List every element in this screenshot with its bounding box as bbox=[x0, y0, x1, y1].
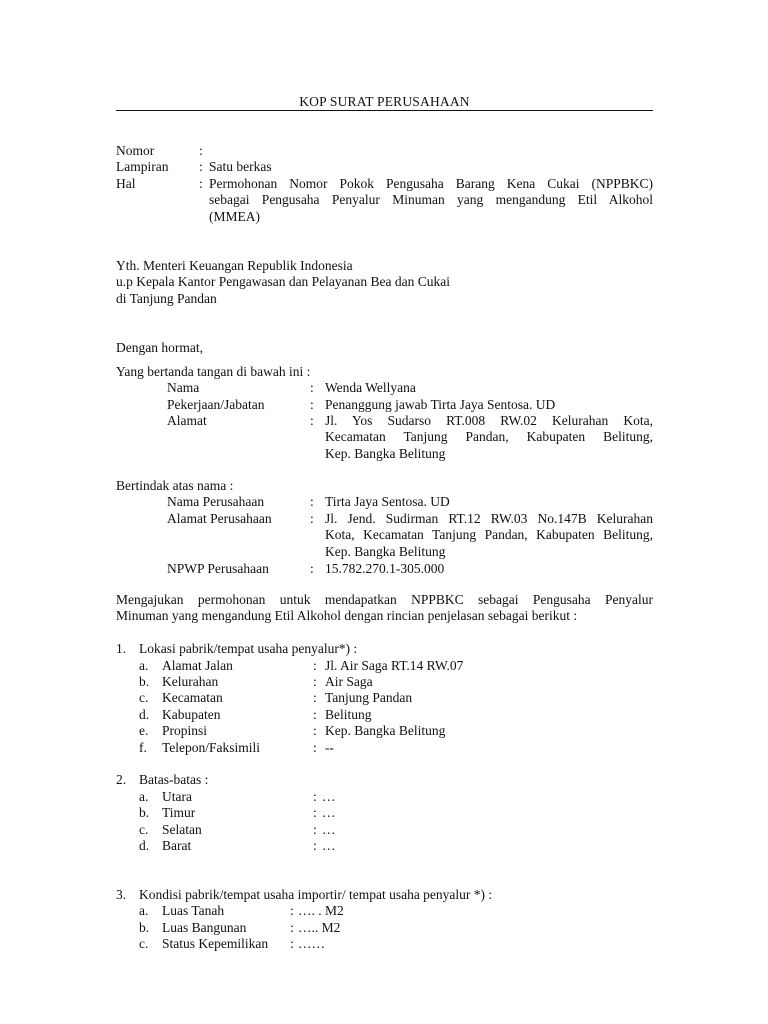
signer-alamat-label: Alamat bbox=[167, 413, 207, 428]
section-1-item-c-value: Tanjung Pandan bbox=[325, 690, 413, 705]
section-2-item-b-letter: b. bbox=[139, 805, 150, 820]
signer-alamat-value bbox=[325, 413, 653, 462]
section-2-item-c-label: Selatan bbox=[162, 822, 202, 837]
lampiran-value: Satu berkas bbox=[209, 159, 272, 174]
section-2-item-a-colon: : bbox=[313, 789, 317, 804]
signer-nama-colon: : bbox=[310, 380, 314, 395]
signer-jabatan-colon: : bbox=[310, 397, 314, 412]
signer-alamat-line-1: Jl. Yos Sudarso RT.008 RW.02 Kelurahan Kota, bbox=[325, 413, 653, 428]
signer-jabatan-label: Pekerjaan/Jabatan bbox=[167, 397, 265, 412]
company-alamat-line-2: Kota, Kecamatan Tanjung Pandan, Kabupaten Belitung, bbox=[325, 527, 653, 543]
section-3-item-a-value: …. . M2 bbox=[298, 903, 344, 918]
section-3-item-b-value: ….. M2 bbox=[298, 920, 341, 935]
signer-nama-value: Wenda Wellyana bbox=[325, 380, 416, 395]
signer-intro: Yang bertanda tangan di bawah ini : bbox=[116, 364, 311, 379]
section-1-number: 1. bbox=[116, 641, 127, 656]
lampiran-colon: : bbox=[199, 159, 203, 174]
letterhead-divider bbox=[116, 110, 653, 111]
section-1-item-e-value: Kep. Bangka Belitung bbox=[325, 723, 446, 738]
hal-line-2: sebagai Pengusaha Penyalur Minuman yang mengandung Etil Alkohol bbox=[209, 192, 653, 208]
company-alamat-colon: : bbox=[310, 511, 314, 526]
signer-alamat-colon: : bbox=[310, 413, 314, 428]
section-1-item-c-letter: c. bbox=[139, 690, 149, 705]
section-2-item-b-colon: : bbox=[313, 805, 317, 820]
section-1-item-b-colon: : bbox=[313, 674, 317, 689]
section-1-item-c-colon: : bbox=[313, 690, 317, 705]
section-1-item-d-value: Belitung bbox=[325, 707, 372, 722]
section-3-item-c-value: …… bbox=[298, 936, 325, 951]
recipient-line-2: u.p Kepala Kantor Pengawasan dan Pelayanan Bea dan Cukai bbox=[116, 274, 451, 290]
section-1-item-a-letter: a. bbox=[139, 658, 149, 673]
company-alamat-line-3: Kep. Bangka Belitung bbox=[325, 543, 446, 559]
section-1-item-b-letter: b. bbox=[139, 674, 150, 689]
section-2-item-d-label: Barat bbox=[162, 838, 192, 853]
lampiran-label: Lampiran bbox=[116, 159, 169, 174]
section-1-item-f-label: Telepon/Faksimili bbox=[162, 740, 261, 755]
hal-label: Hal bbox=[116, 176, 136, 191]
section-1-item-f-value: -- bbox=[325, 740, 334, 755]
section-3-item-b-colon: : bbox=[290, 920, 294, 935]
section-1-item-f-letter: f. bbox=[139, 740, 147, 755]
section-2-item-d-letter: d. bbox=[139, 838, 150, 853]
request-line-1: Mengajukan permohonan untuk mendapatkan NPPBKC sebagai Pengusaha Penyalur bbox=[116, 592, 653, 607]
section-2-number: 2. bbox=[116, 772, 127, 787]
hal-line-3: (MMEA) bbox=[209, 208, 260, 224]
section-3-item-b-letter: b. bbox=[139, 920, 150, 935]
section-1-item-b-value: Air Saga bbox=[325, 674, 373, 689]
section-3-item-c-letter: c. bbox=[139, 936, 149, 951]
section-1-item-f-colon: : bbox=[313, 740, 317, 755]
company-alamat-value bbox=[325, 511, 653, 560]
recipient-line-1: Yth. Menteri Keuangan Republik Indonesia bbox=[116, 258, 353, 273]
section-2-item-a-letter: a. bbox=[139, 789, 149, 804]
company-alamat-label: Alamat Perusahaan bbox=[167, 511, 272, 526]
company-npwp-label: NPWP Perusahaan bbox=[167, 561, 269, 576]
letterhead-title: KOP SURAT PERUSAHAAN bbox=[299, 94, 470, 109]
signer-alamat-line-2: Kecamatan Tanjung Pandan, Kabupaten Belitung, bbox=[325, 429, 653, 445]
section-2-item-a-label: Utara bbox=[162, 789, 192, 804]
section-1-item-d-colon: : bbox=[313, 707, 317, 722]
section-1-item-e-colon: : bbox=[313, 723, 317, 738]
section-1-item-d-label: Kabupaten bbox=[162, 707, 221, 722]
company-nama-value: Tirta Jaya Sentosa. UD bbox=[325, 494, 450, 509]
hal-colon: : bbox=[199, 176, 203, 191]
section-3-item-c-colon: : bbox=[290, 936, 294, 951]
section-2-item-c-colon: : bbox=[313, 822, 317, 837]
section-3-item-a-letter: a. bbox=[139, 903, 149, 918]
company-npwp-value: 15.782.270.1-305.000 bbox=[325, 561, 445, 576]
section-1-item-e-letter: e. bbox=[139, 723, 149, 738]
section-2-title: Batas-batas : bbox=[139, 772, 209, 787]
section-1-item-a-label: Alamat Jalan bbox=[162, 658, 233, 673]
signer-jabatan-value: Penanggung jawab Tirta Jaya Sentosa. UD bbox=[325, 397, 556, 412]
section-3-item-a-colon: : bbox=[290, 903, 294, 918]
section-3-item-b-label: Luas Bangunan bbox=[162, 920, 247, 935]
section-2-item-b-label: Timur bbox=[162, 805, 196, 820]
section-2-item-a-value: … bbox=[322, 789, 336, 804]
hal-value bbox=[209, 176, 653, 225]
hal-line-1: Permohonan Nomor Pokok Pengusaha Barang Kena Cukai (NPPBKC) bbox=[209, 176, 653, 191]
nomor-label: Nomor bbox=[116, 143, 155, 158]
section-1-item-b-label: Kelurahan bbox=[162, 674, 219, 689]
section-2-item-d-value: … bbox=[322, 838, 336, 853]
company-nama-label: Nama Perusahaan bbox=[167, 494, 265, 509]
section-1-item-d-letter: d. bbox=[139, 707, 150, 722]
section-1-title: Lokasi pabrik/tempat usaha penyalur*) : bbox=[139, 641, 358, 656]
request-line-2: Minuman yang mengandung Etil Alkohol dengan rincian penjelasan sebagai berikut : bbox=[116, 608, 578, 624]
section-1-item-a-value: Jl. Air Saga RT.14 RW.07 bbox=[325, 658, 464, 673]
section-3-title: Kondisi pabrik/tempat usaha importir/ tempat usaha penyalur *) : bbox=[139, 887, 493, 902]
section-2-item-c-letter: c. bbox=[139, 822, 149, 837]
signer-alamat-line-3: Kep. Bangka Belitung bbox=[325, 445, 446, 461]
signer-nama-label: Nama bbox=[167, 380, 200, 395]
section-1-item-c-label: Kecamatan bbox=[162, 690, 223, 705]
company-nama-colon: : bbox=[310, 494, 314, 509]
section-1-item-a-colon: : bbox=[313, 658, 317, 673]
section-2-item-c-value: … bbox=[322, 822, 336, 837]
salutation: Dengan hormat, bbox=[116, 340, 203, 355]
nomor-colon: : bbox=[199, 143, 203, 158]
section-2-item-b-value: … bbox=[322, 805, 336, 820]
company-intro: Bertindak atas nama : bbox=[116, 478, 234, 493]
recipient-line-3: di Tanjung Pandan bbox=[116, 290, 217, 306]
recipient-block bbox=[116, 258, 450, 307]
section-3-number: 3. bbox=[116, 887, 127, 902]
section-1-item-e-label: Propinsi bbox=[162, 723, 208, 738]
company-alamat-line-1: Jl. Jend. Sudirman RT.12 RW.03 No.147B Kelurahan bbox=[325, 511, 653, 526]
section-3-item-c-label: Status Kepemilikan bbox=[162, 936, 269, 951]
section-2-item-d-colon: : bbox=[313, 838, 317, 853]
request-paragraph bbox=[116, 592, 653, 625]
section-3-item-a-label: Luas Tanah bbox=[162, 903, 225, 918]
company-npwp-colon: : bbox=[310, 561, 314, 576]
